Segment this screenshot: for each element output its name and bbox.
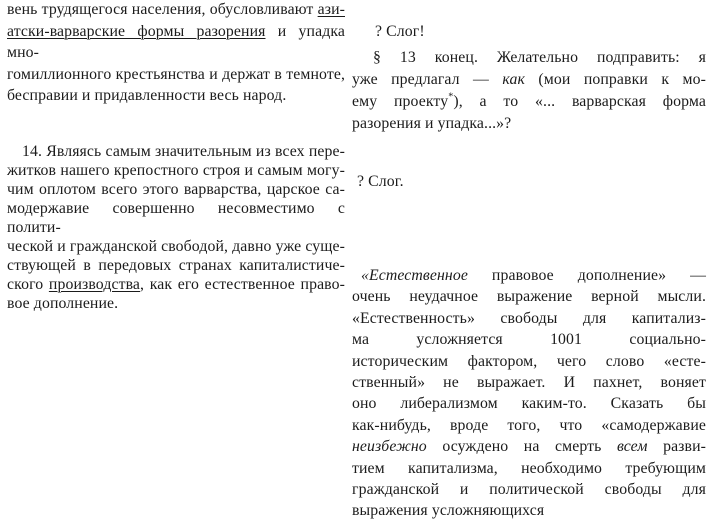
- italic-text: неизбежно: [352, 438, 427, 456]
- margin-note-paragraph-13-correction: [352, 47, 706, 135]
- text-segment: (мои поправки к мо-: [524, 71, 706, 88]
- text-segment: вое дополнение.: [7, 295, 119, 312]
- text-segment: ского: [7, 276, 49, 293]
- text-line: [7, 0, 345, 21]
- underline-text: ази-: [317, 1, 345, 18]
- text-segment: разви-: [647, 438, 706, 456]
- text-segment: разорения и упадка...»?: [352, 115, 512, 132]
- text-segment: модержавие совершенно несовместимо с полити-: [7, 200, 345, 236]
- text-segment: житков нашего крепостного строя и самым могу-: [7, 162, 345, 179]
- text-line: [7, 256, 345, 275]
- text-line: [352, 415, 706, 436]
- text-segment: и упадка мно-: [7, 22, 345, 61]
- text-line: [352, 500, 706, 521]
- text-line: [7, 294, 345, 313]
- underline-text: атски-варварские формы разорения: [7, 22, 266, 40]
- text-line: [352, 21, 706, 43]
- text-segment: правовое дополнение» —: [467, 267, 706, 284]
- italic-text: «Естественное: [361, 267, 468, 284]
- margin-note-slog-period: [352, 171, 706, 193]
- text-line: [352, 393, 706, 414]
- text-segment: ? Слог.: [357, 173, 404, 190]
- text-line: [352, 286, 706, 307]
- text-line: [352, 458, 706, 479]
- text-segment: тием капитализма, необходимо требующим: [352, 459, 706, 477]
- text-line: [7, 142, 345, 161]
- text-line: [7, 275, 345, 294]
- text-segment: гражданской и политической свободы для: [352, 481, 706, 499]
- underline-text: производства: [48, 276, 141, 293]
- text-segment: гомиллионного крестьянства и держат в темноте,: [7, 65, 345, 83]
- text-line: [352, 308, 706, 329]
- left-column-paragraph-point-13-tail: [7, 0, 345, 107]
- text-segment: ему проекту: [352, 93, 449, 110]
- text-line: [352, 351, 706, 372]
- text-segment: «Естественность» свободы для капитализ-: [352, 309, 706, 327]
- text-segment: ческой и гражданской свободой, давно уже суще-: [7, 238, 345, 255]
- text-segment: осуждено на смерть: [426, 438, 617, 456]
- text-line: [352, 479, 706, 500]
- text-line: [7, 85, 345, 107]
- text-segment: ? Слог!: [375, 23, 425, 40]
- text-line: [352, 91, 706, 113]
- text-line: [7, 180, 345, 199]
- text-line: [352, 372, 706, 393]
- italic-text: как: [502, 71, 525, 88]
- margin-note-slog-exclaim: [352, 21, 706, 43]
- text-segment: ), а то «... варварская форма: [453, 93, 706, 110]
- text-line: [7, 199, 345, 237]
- text-segment: историческим фактором, чего слово «есте-: [352, 352, 706, 370]
- text-segment: оно либерализмом каким-то. Сказать бы: [352, 395, 706, 413]
- text-segment: очень неудачное выражение верной мысли.: [352, 288, 706, 306]
- text-segment: ма усложняется 1001 социально-: [352, 331, 706, 349]
- text-line: [7, 64, 345, 86]
- text-line: [352, 436, 706, 457]
- text-segment: ствующей в передовых странах капиталистиче-: [7, 257, 345, 274]
- text-line: [352, 171, 706, 193]
- text-line: [7, 21, 345, 64]
- text-segment: 14. Являясь самым значительным из всех пере-: [22, 143, 345, 160]
- text-line: [352, 329, 706, 350]
- text-segment: , как его естественное право-: [140, 276, 345, 293]
- text-segment: бесправии и придавленности весь народ.: [7, 87, 287, 104]
- text-segment: § 13 конец. Желательно подправить: я: [373, 49, 706, 66]
- text-line: [352, 47, 706, 69]
- text-line: [352, 113, 706, 135]
- margin-note-natural-supplement: [352, 265, 706, 522]
- italic-text: всем: [616, 438, 648, 456]
- text-segment: вень трудящегося населения, обусловливают: [7, 1, 318, 18]
- text-segment: как-нибудь, вроде того, что «самодержавие: [352, 416, 706, 434]
- text-segment: уже предлагал —: [352, 71, 503, 88]
- text-segment: ственный» не выражает. И пахнет, воняет: [352, 374, 706, 392]
- superscript-text: *: [448, 91, 454, 103]
- text-line: [7, 161, 345, 180]
- text-segment: выражения усложняющихся: [352, 502, 545, 520]
- text-line: [352, 69, 706, 91]
- text-line: [352, 265, 706, 286]
- left-column-paragraph-point-14: [7, 142, 345, 313]
- text-line: [7, 237, 345, 256]
- text-segment: чим оплотом всего этого варварства, царское са-: [7, 181, 345, 198]
